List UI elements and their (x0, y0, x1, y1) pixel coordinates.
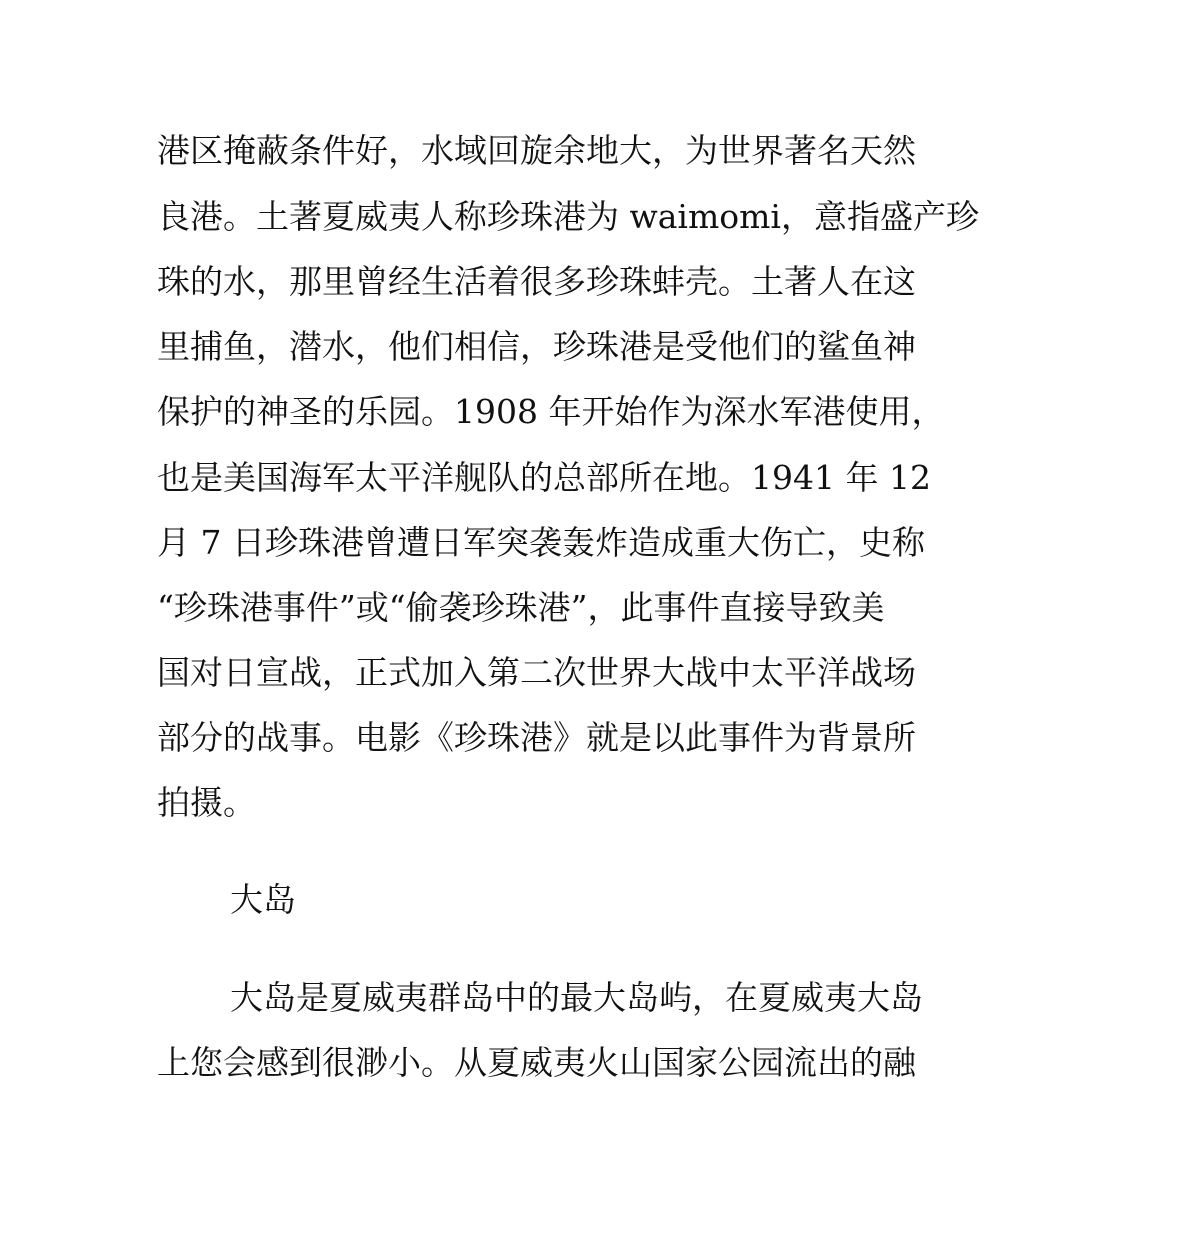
text-line: 大岛是夏威夷群岛中的最大岛屿，在夏威夷大岛 (230, 978, 923, 1017)
text-line: 部分的战事。电影《珍珠港》就是以此事件为背景所 (157, 718, 916, 757)
text-line: 港区掩蔽条件好，水域回旋余地大，为世界著名天然 (157, 131, 916, 170)
text-line: 里捕鱼，潜水，他们相信，珍珠港是受他们的鲨鱼神 (157, 327, 916, 366)
text-line: 国对日宣战，正式加入第二次世界大战中太平洋战场 (157, 653, 916, 692)
section-heading: 大岛 (230, 880, 296, 919)
text-line: 珠的水，那里曾经生活着很多珍珠蚌壳。土著人在这 (157, 262, 916, 301)
text-line: 保护的神圣的乐园。1908 年开始作为深水军港使用， (157, 392, 945, 431)
text-line: 良港。土著夏威夷人称珍珠港为 waimomi，意指盛产珍 (157, 197, 979, 236)
text-line: 上您会感到很渺小。从夏威夷火山国家公园流出的融 (157, 1043, 916, 1082)
text-line: 月 7 日珍珠港曾遭日军突袭轰炸造成重大伤亡，史称 (157, 523, 925, 562)
text-line: 也是美国海军太平洋舰队的总部所在地。1941 年 12 (157, 458, 931, 497)
text-line: 拍摄。 (157, 783, 256, 822)
text-line: “珍珠港事件”或“偷袭珍珠港”，此事件直接导致美 (157, 588, 885, 627)
